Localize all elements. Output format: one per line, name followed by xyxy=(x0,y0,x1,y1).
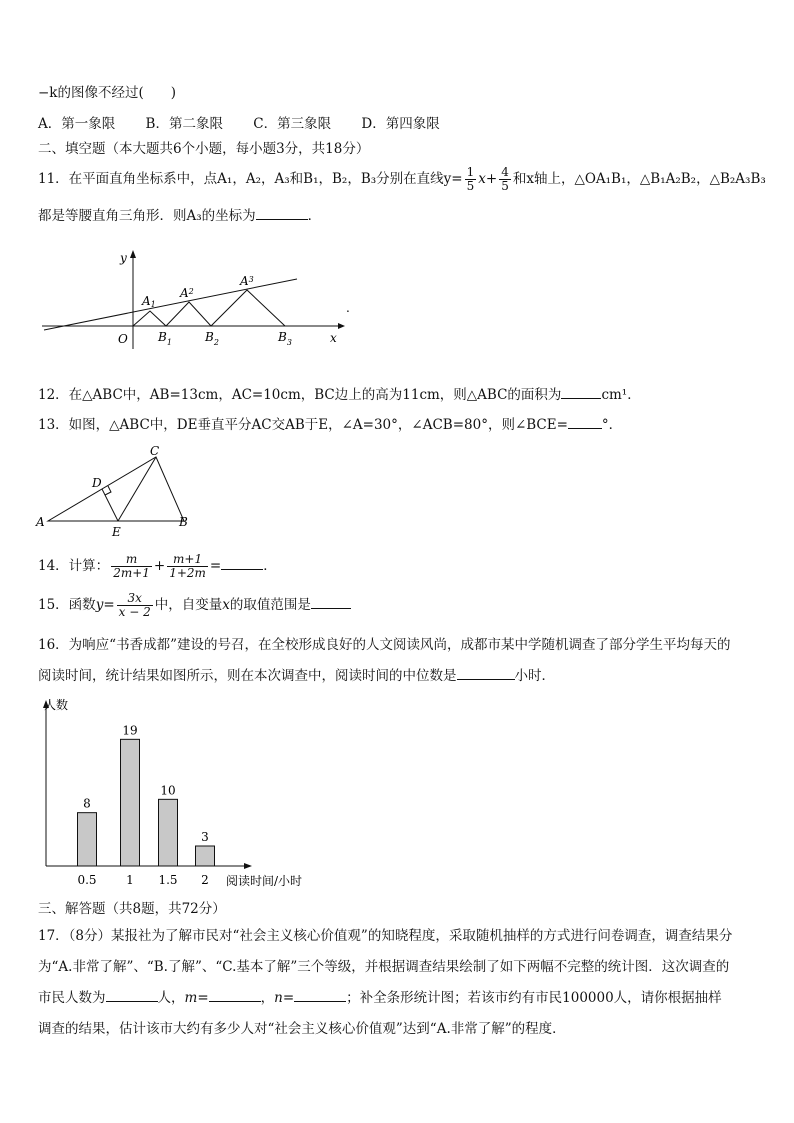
label-b2-sub: 2 xyxy=(213,338,219,347)
q14-fraction-1 xyxy=(111,553,152,580)
q10-option-b[interactable]: B．第二象限 xyxy=(145,116,223,132)
q14-f1-den: 2m+1 xyxy=(113,566,150,580)
q17-line1: 17．（8分）某报社为了解市民对“社会主义核心价值观”的知晓程度，采取随机抽样的方式进行问卷调查，调查结果分 xyxy=(38,928,733,944)
label-a2-letter: A xyxy=(180,286,189,300)
label-b2 xyxy=(204,330,219,347)
segment-ce xyxy=(118,457,156,521)
bar-1.5 xyxy=(159,799,178,866)
triangle-abc xyxy=(48,457,184,521)
bar-2 xyxy=(196,846,215,866)
x-tick-label: 2 xyxy=(201,873,209,887)
reading-time-bar-chart xyxy=(34,694,334,894)
label-a2 xyxy=(179,286,194,300)
x-tick-label: 1.5 xyxy=(158,873,178,887)
q10-tail: −k的图像不经过( ) xyxy=(38,85,177,101)
q17-l3f: ；补全条形统计图；若该市约有市民100000人，请你根据抽样 xyxy=(346,990,722,1006)
label-b3 xyxy=(277,330,292,347)
q17-line2: 为“A.非常了解”、“B.了解”、“C.基本了解”三个等级，并根据调查结果绘制了如下两幅不完整的统计图．这次调查的 xyxy=(38,959,730,975)
bar-value-label: 8 xyxy=(83,796,91,811)
q11-line1 xyxy=(38,164,766,194)
q14-end: ． xyxy=(263,558,277,574)
q14-f2-den: 1+2m xyxy=(169,566,206,580)
bar-value-label: 10 xyxy=(160,783,176,798)
x-axis-arrow-icon xyxy=(338,323,345,329)
q11-text-1: 11．在平面直角坐标系中，点A₁，A₂，A₃和B₁，B₂，B₃分别在直线y= xyxy=(38,171,463,187)
section2-title: 二、填空题（本大题共6个小题，每小题3分，共18分） xyxy=(38,141,370,157)
q11-text-2: 和x轴上，△OA₁B₁，△B₁A₂B₂，△B₂A₃B₃ xyxy=(512,171,766,187)
q11-frac1-den: 5 xyxy=(466,179,475,193)
label-a1-sub: 1 xyxy=(150,300,156,309)
q11-text-mid: x+ xyxy=(478,171,498,187)
q11-answer-blank[interactable] xyxy=(256,207,308,220)
q12-text: 12．在△ABC中，AB=13cm，AC=10cm，BC边上的高为11cm，则△ABC的面积为 xyxy=(38,387,562,403)
label-b1 xyxy=(157,330,172,347)
label-b1-letter: B xyxy=(158,330,167,344)
q15-end: 的取值范围是 xyxy=(229,597,311,613)
q11-figure xyxy=(38,244,368,354)
label-a1 xyxy=(141,294,156,309)
label-b1-sub: 1 xyxy=(166,338,172,347)
trailing-dot: . xyxy=(346,301,350,315)
q12-end: cm¹． xyxy=(601,387,641,403)
bar-value-label: 3 xyxy=(201,830,209,844)
chart-x-label: 阅读时间/小时 xyxy=(226,874,303,888)
label-o: O xyxy=(118,332,128,346)
slanted-line xyxy=(44,279,297,330)
q15-label: 15．函数 xyxy=(38,597,96,613)
q17-l3d: ， xyxy=(260,990,275,1006)
q16-end: 小时． xyxy=(514,668,555,684)
q14-plus: + xyxy=(153,558,166,574)
label-b3-sub: 3 xyxy=(286,338,292,347)
q16-answer-blank[interactable] xyxy=(457,667,515,680)
label-a3-sub: 3 xyxy=(248,275,254,284)
q14-label: 14．计算： xyxy=(38,558,110,574)
q15-y: y xyxy=(95,597,104,613)
label-a3 xyxy=(239,274,254,288)
q17-l3a: 市民人数为 xyxy=(38,990,106,1006)
q17-l3b: 人， xyxy=(157,990,185,1006)
q11-frac2-den: 5 xyxy=(501,179,509,193)
q13 xyxy=(38,416,622,434)
label-a2-sub: 2 xyxy=(188,287,194,296)
q10-option-d[interactable]: D．第四象限 xyxy=(361,116,440,132)
label-x: x xyxy=(330,331,337,345)
q17-l3c: = xyxy=(197,990,209,1006)
q17-m: m xyxy=(184,990,198,1006)
q11-fraction-1 xyxy=(465,166,477,193)
q10-option-a[interactable]: A．第一象限 xyxy=(38,116,116,132)
q11-fraction-2 xyxy=(499,166,511,193)
label-y: y xyxy=(120,251,127,265)
q11-line2-text: 都是等腰直角三角形．则A₃的坐标为 xyxy=(38,208,256,224)
label-b2-letter: B xyxy=(205,330,214,344)
q15-answer-blank[interactable] xyxy=(311,596,351,609)
chart-x-arrow-icon xyxy=(244,863,252,869)
chart-y-label: 人数 xyxy=(44,698,69,712)
q14-fraction-2 xyxy=(167,553,208,580)
q17-l3e: = xyxy=(282,990,295,1006)
bar-0.5 xyxy=(78,813,97,866)
q14-f2-num: m+1 xyxy=(167,553,208,567)
q13-end: °． xyxy=(601,417,623,433)
segment-de xyxy=(102,489,118,521)
q13-answer-blank[interactable] xyxy=(568,416,602,429)
q15-f-num: 3x xyxy=(117,592,153,606)
right-angle-mark xyxy=(105,486,111,495)
q15 xyxy=(38,590,351,620)
q17-n: n xyxy=(274,990,283,1006)
q15-fraction xyxy=(117,592,153,619)
q17-m-blank[interactable] xyxy=(209,989,261,1002)
q17-line4: 调查的结果，估计该市大约有多少人对“社会主义核心价值观”达到“A.非常了解”的程度． xyxy=(38,1021,566,1037)
q14-answer-blank[interactable] xyxy=(221,557,263,570)
bar-1 xyxy=(121,739,140,866)
label-b3-letter: B xyxy=(278,330,287,344)
q15-eq: = xyxy=(103,597,115,613)
q13-figure xyxy=(34,440,204,540)
q11-line2 xyxy=(38,207,321,225)
q15-var: x xyxy=(222,597,230,613)
label-d: D xyxy=(92,476,102,490)
q11-frac1-num: 1 xyxy=(466,165,475,179)
q17-n-blank[interactable] xyxy=(294,989,346,1002)
label-e: E xyxy=(112,525,121,539)
q14-f1-num: m xyxy=(111,553,152,567)
q14 xyxy=(38,551,277,581)
label-c: C xyxy=(150,444,160,458)
q12-answer-blank[interactable] xyxy=(561,386,601,399)
section3-title: 三、解答题（共8题，共72分） xyxy=(38,901,226,917)
q16-line1: 16．为响应“书香成都”建设的号召，在全校形成良好的人文阅读风尚，成都市某中学随机调查了部分学生平均每天的 xyxy=(38,637,731,653)
q12 xyxy=(38,386,641,404)
q13-text: 13．如图，△ABC中，DE垂直平分AC交AB于E，∠A=30°，∠ACB=80°，则∠BCE= xyxy=(38,417,568,433)
q16-line2 xyxy=(38,667,555,685)
zigzag-triangles xyxy=(133,290,285,326)
label-a1-letter: A xyxy=(142,294,151,308)
x-tick-label: 0.5 xyxy=(77,873,97,887)
q11-frac2-num: 4 xyxy=(501,165,509,179)
q17-line3 xyxy=(38,989,722,1007)
q10-options xyxy=(38,115,440,133)
q15-f-den: x − 2 xyxy=(118,605,151,619)
q14-eq: = xyxy=(209,558,222,574)
q16-line2-text: 阅读时间，统计结果如图所示，则在本次调查中，阅读时间的中位数是 xyxy=(38,668,457,684)
label-a3-letter: A xyxy=(240,274,249,288)
y-axis-arrow-icon xyxy=(130,250,136,258)
q15-mid: 中，自变量 xyxy=(154,597,223,613)
label-a: A xyxy=(36,515,45,529)
bar-value-label: 19 xyxy=(122,723,138,738)
q10-option-c[interactable]: C．第三象限 xyxy=(253,116,332,132)
x-tick-label: 1 xyxy=(126,873,134,887)
q17-people-blank[interactable] xyxy=(106,989,158,1002)
q11-line2-end: ． xyxy=(307,208,322,224)
label-b: B xyxy=(179,515,188,529)
